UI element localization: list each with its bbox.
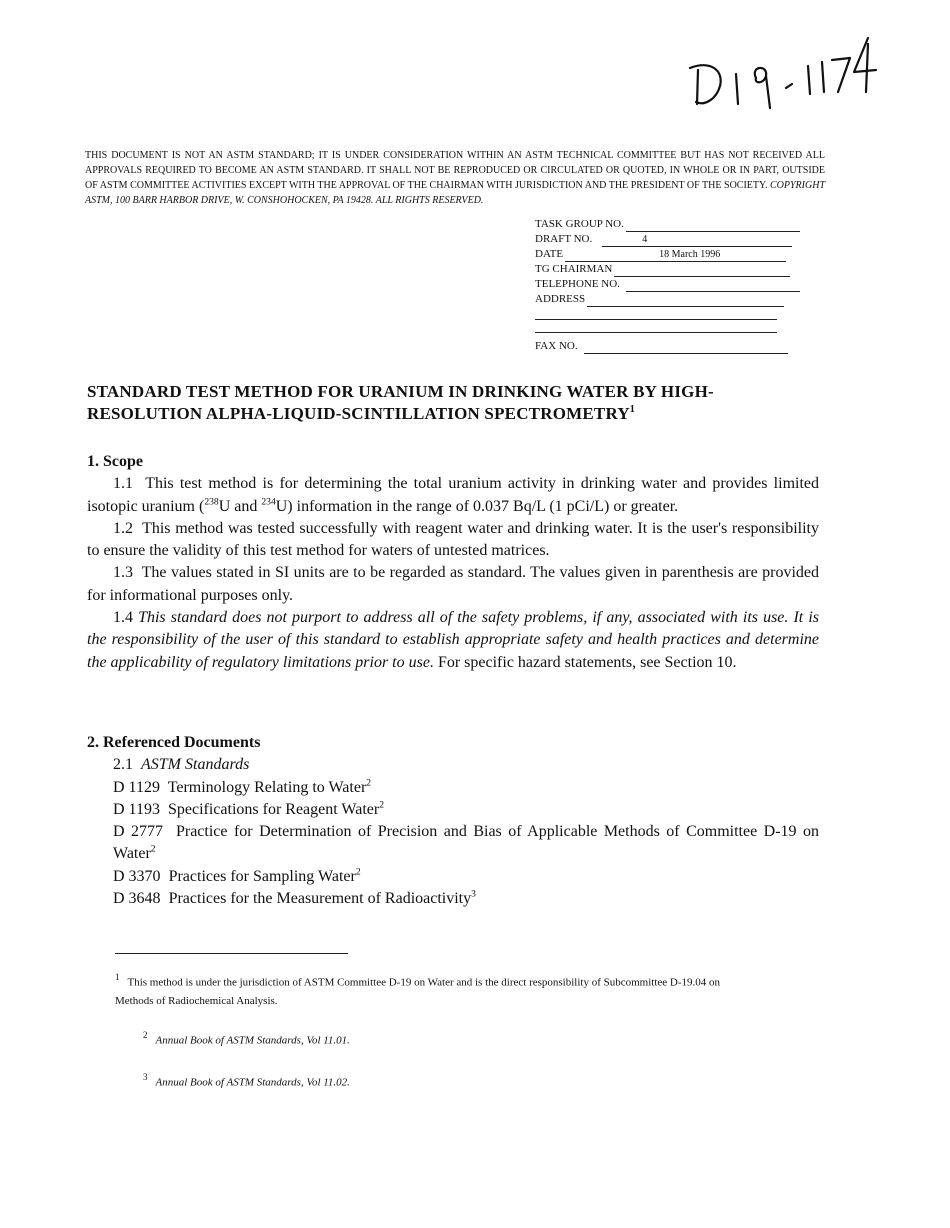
scope-paragraph-1-2 — [87, 518, 819, 563]
footnote-number: 1 — [115, 972, 120, 982]
tg-chairman-label: TG CHAIRMAN — [535, 263, 613, 275]
notice-text: THIS DOCUMENT IS NOT AN ASTM STANDARD; IT IS UNDER CONSIDERATION WITHIN AN ASTM TECHNICAL COMMITTEE BUT HAS NOT RECEIVED ALL APPROVALS REQUIRED TO BECOME AN ASTM STANDARD. IT SHALL NOT BE REPRODUCED OR CIRCULATED OR QUOTED, IN WHOLE OR IN PART, OUTSIDE OF ASTM COMMITTEE ACTIVITIES EXCEPT WITH THE APPROVAL OF THE CHAIRMAN WITH JURISDICTION AND THE PRESIDENT OF THE SOCIETY. — [85, 150, 825, 191]
reference-title: Terminology Relating to Water — [167, 778, 367, 796]
address-line-2 — [535, 307, 777, 320]
reference-title: Practices for Sampling Water — [168, 867, 356, 885]
footnote-text: This method is under the jurisdiction of ASTM Committee D-19 on Water and is the direct responsibility of Subcommittee D-19.04 on Methods of Radiochemical Analysis. — [115, 976, 721, 1008]
scope-section — [87, 451, 819, 674]
draft-field — [602, 235, 792, 247]
date-field — [565, 250, 786, 262]
draft-info-form — [535, 217, 800, 354]
reference-item — [87, 888, 819, 910]
scope-1-2-number: 1.2 — [113, 519, 133, 537]
scope-1-1-text-c: U) information in the range of 0.037 Bq/L (1 pCi/L) or greater. — [275, 497, 679, 515]
draft-value: 4 — [642, 234, 648, 245]
reference-footnote-mark: 2 — [379, 799, 384, 811]
date-row — [535, 247, 800, 262]
reference-title: Specifications for Reagent Water — [167, 800, 380, 818]
confidentiality-notice — [85, 148, 825, 208]
scope-1-3-number: 1.3 — [113, 564, 133, 582]
referenced-documents-section — [87, 732, 819, 910]
tg-chairman-row — [535, 262, 800, 277]
reference-code: D 3648 — [113, 890, 161, 908]
reference-code: D 1193 — [113, 800, 160, 818]
date-value: 18 March 1996 — [659, 249, 721, 260]
reference-code: D 1129 — [113, 778, 160, 796]
handwritten-document-id — [680, 30, 900, 110]
telephone-label: TELEPHONE NO. — [535, 278, 620, 290]
footnote-1 — [115, 968, 755, 1011]
isotope-238: 238 — [204, 495, 219, 507]
footnote-3 — [143, 1068, 743, 1092]
date-label: DATE — [535, 248, 564, 260]
telephone-field — [626, 280, 800, 292]
scope-1-2-text: This method was tested successfully with reagent water and drinking water. It is the user's responsibility to ensure the validity of this test method for waters of untested matrices. — [87, 519, 820, 560]
safety-statement: This standard does not purport to address all of the safety problems, if any, associated with its use. It is the responsibility of the user of this standard to establish appropriate safety and health practices and determine the applicability of regulatory limitations prior to use. — [87, 609, 820, 671]
hazard-reference: For specific hazard statements, see Section 10. — [437, 653, 737, 671]
footnote-number: 2 — [143, 1030, 148, 1040]
reference-item — [87, 777, 819, 799]
reference-title: Practice for Determination of Precision and Bias of Applicable Methods of Committee D-19 on Water — [113, 823, 820, 863]
reference-code: D 2777 — [113, 823, 164, 841]
address-line-3 — [535, 320, 777, 333]
footnote-text: Annual Book of ASTM Standards, Vol 11.01. — [155, 1034, 350, 1047]
reference-item — [87, 821, 819, 866]
scope-paragraph-1-1 — [87, 473, 819, 518]
subsection-number: 2.1 — [113, 756, 133, 774]
scope-1-3-text: The values stated in SI units are to be regarded as standard. The values given in parenthesis are provided for informational purposes only. — [87, 564, 820, 604]
fax-field — [584, 342, 788, 354]
reference-footnote-mark: 2 — [150, 843, 156, 855]
title-text: STANDARD TEST METHOD FOR URANIUM IN DRINKING WATER BY HIGH-RESOLUTION ALPHA-LIQUID-SCINTILLATION SPECTROMETRY — [87, 382, 714, 423]
footnote-2 — [143, 1026, 743, 1050]
reference-item — [87, 866, 819, 888]
footnote-divider — [115, 953, 348, 954]
task-group-label: TASK GROUP NO. — [535, 218, 624, 230]
notice-copyright: COPYRIGHT ASTM, 100 BARR HARBOR DRIVE, W. CONSHOHOCKEN, PA 19428. ALL RIGHTS RESERVED. — [85, 180, 826, 206]
references-heading: 2. Referenced Documents — [87, 734, 261, 751]
reference-item — [87, 799, 819, 821]
draft-label: DRAFT NO. — [535, 233, 593, 245]
title-footnote-mark: 1 — [629, 403, 636, 415]
reference-title: Practices for the Measurement of Radioactivity — [168, 890, 472, 908]
telephone-row — [535, 277, 800, 292]
fax-row — [535, 339, 800, 354]
scope-1-4-number: 1.4 — [113, 609, 133, 627]
subsection-title: ASTM Standards — [141, 756, 250, 774]
tg-chairman-field — [614, 265, 790, 277]
astm-standards-subheading — [87, 754, 819, 776]
draft-row — [535, 232, 800, 247]
fax-label: FAX NO. — [535, 340, 578, 352]
document-title — [87, 381, 827, 425]
address-row — [535, 292, 800, 307]
scope-paragraph-1-3 — [87, 562, 819, 607]
scope-paragraph-1-4 — [87, 607, 819, 674]
reference-footnote-mark: 2 — [355, 866, 361, 878]
footnote-number: 3 — [143, 1072, 148, 1082]
scope-1-1-text-a: This test method is for determining the total uranium activity in drinking water and provides limited isotopic uranium ( — [87, 475, 820, 515]
scope-1-1-number: 1.1 — [113, 475, 133, 493]
scope-1-1-text-b: U and — [218, 497, 262, 515]
reference-footnote-mark: 3 — [471, 888, 476, 900]
isotope-234: 234 — [261, 495, 276, 507]
task-group-row — [535, 217, 800, 232]
reference-footnote-mark: 2 — [366, 776, 372, 788]
address-field — [587, 295, 784, 307]
task-group-field — [626, 220, 800, 232]
scope-heading: 1. Scope — [87, 453, 143, 470]
reference-code: D 3370 — [113, 867, 161, 885]
footnote-text: Annual Book of ASTM Standards, Vol 11.02. — [155, 1076, 350, 1089]
address-label: ADDRESS — [535, 293, 586, 305]
